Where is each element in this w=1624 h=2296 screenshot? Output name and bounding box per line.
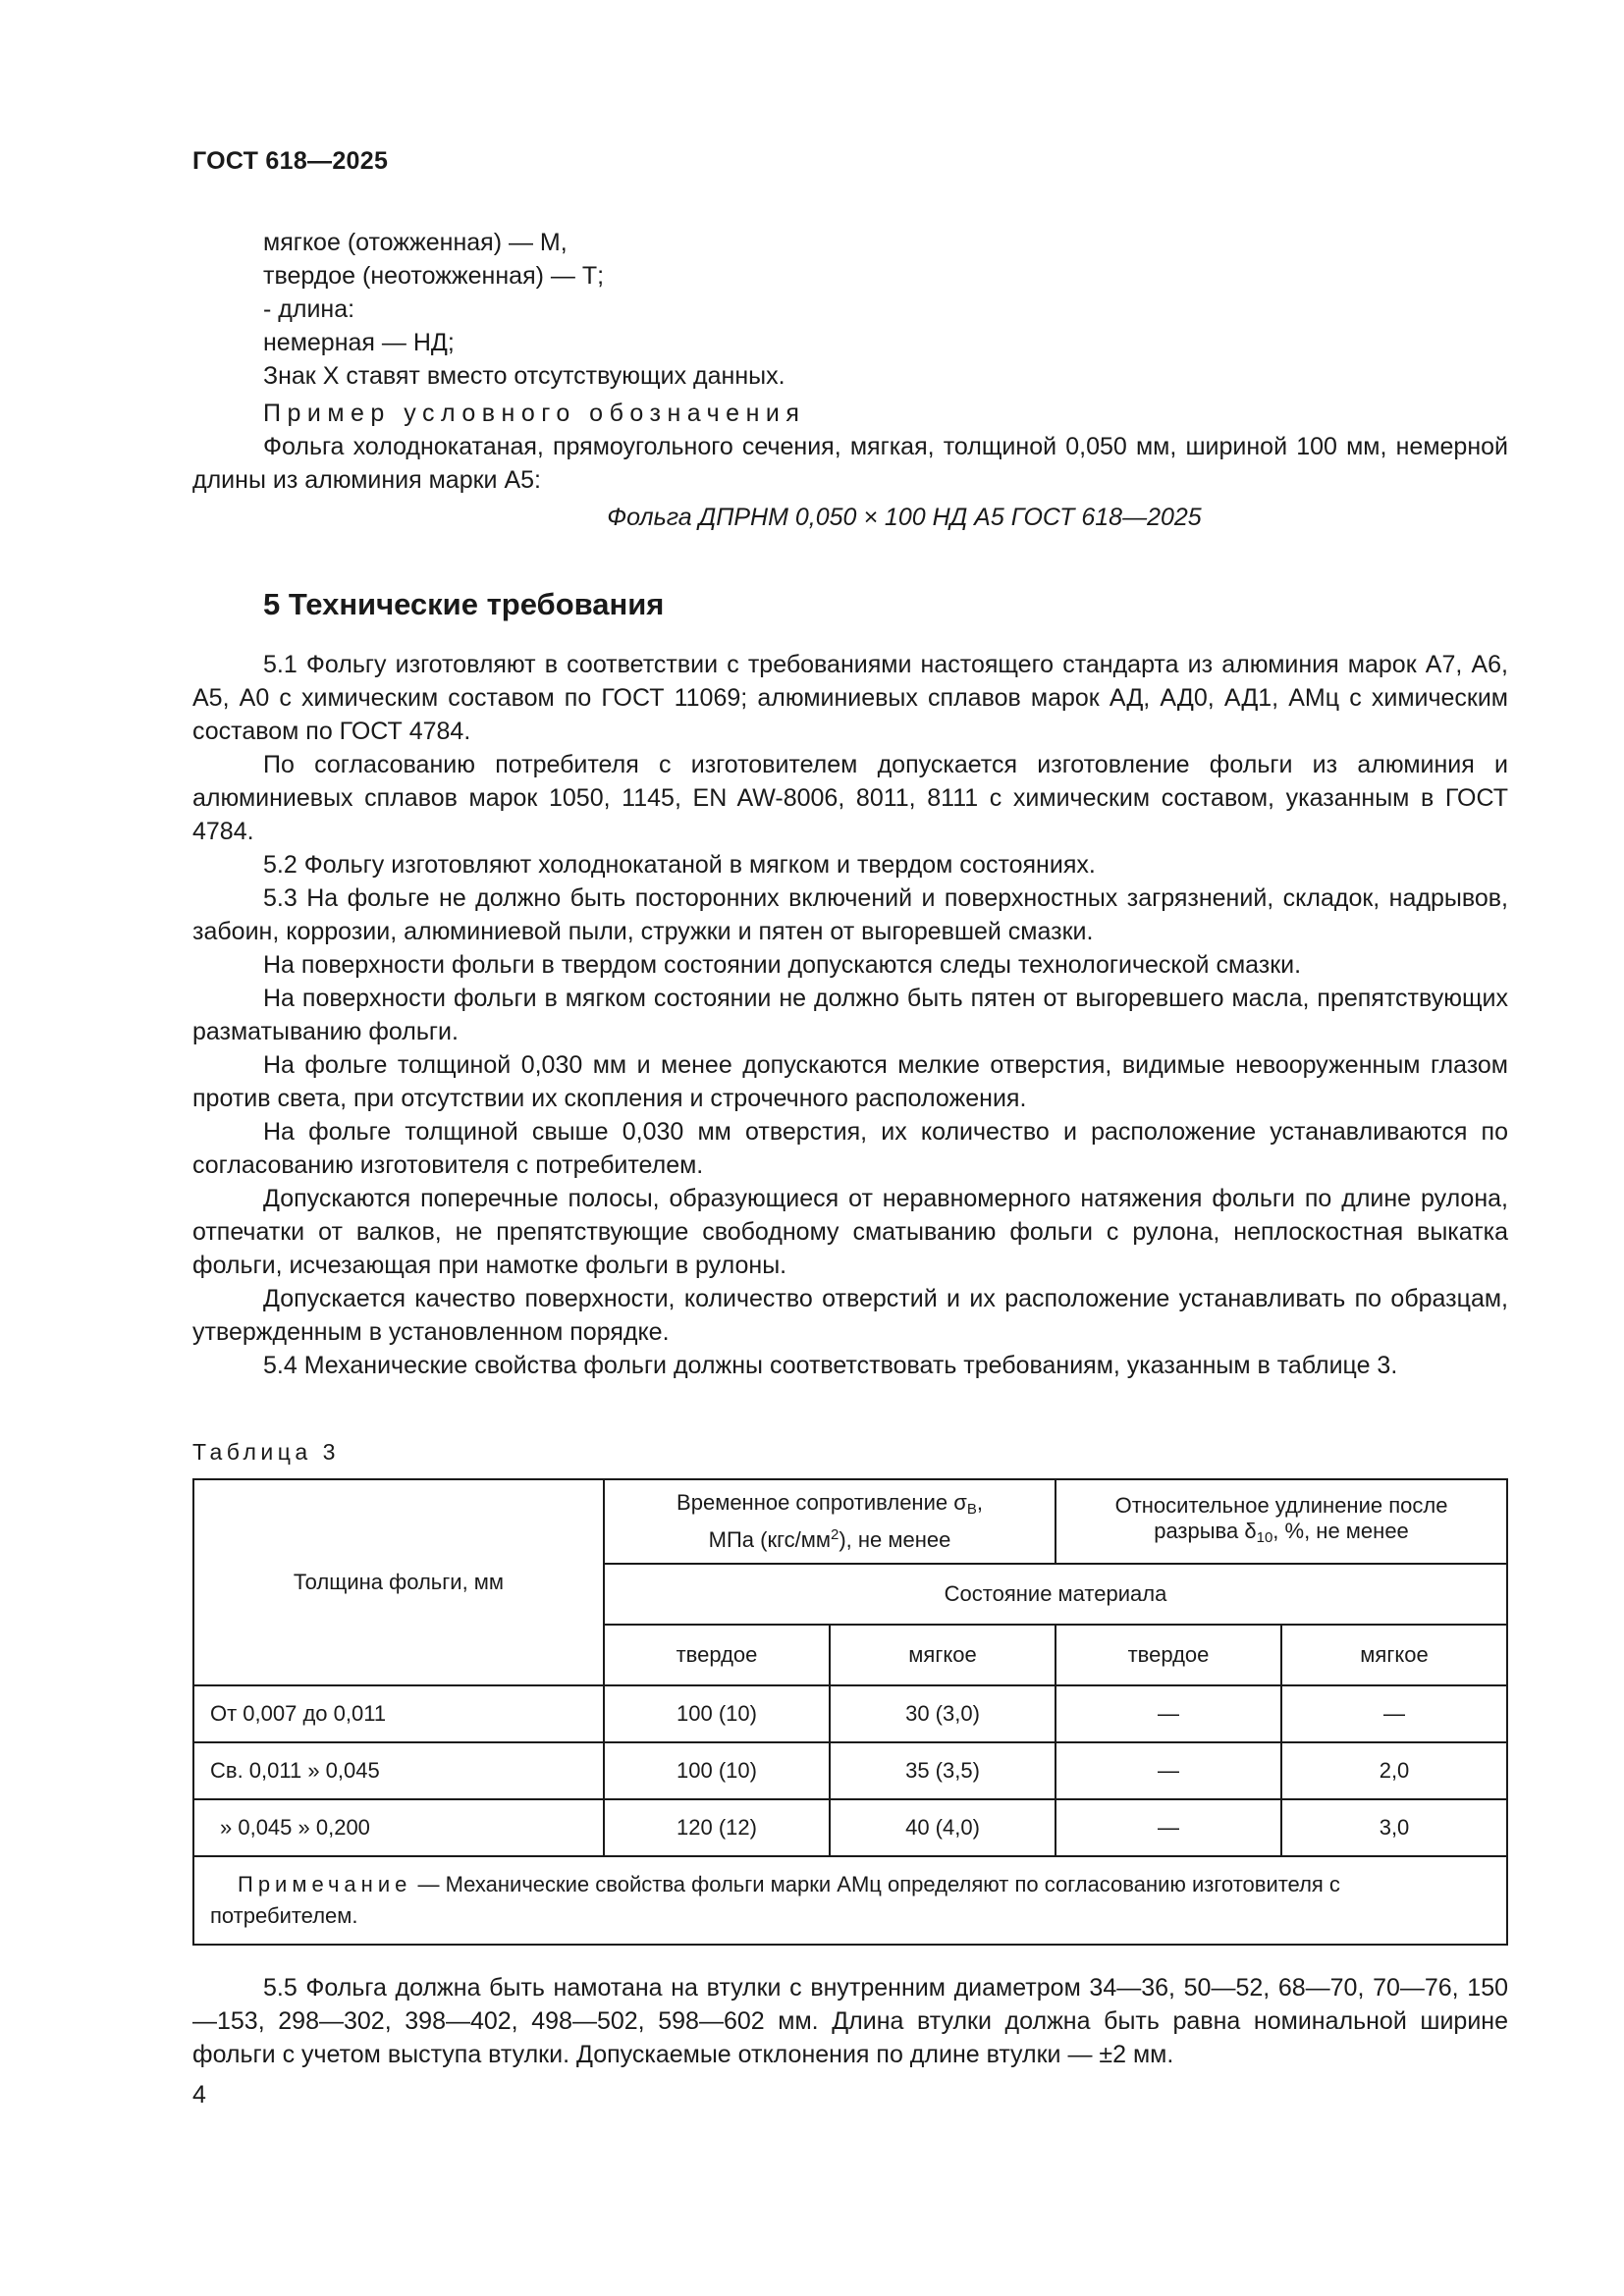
header-strength: Временное сопротивление $\sigma_В$, МПа $(кгс/мм^2)$, не менее	[604, 1479, 1056, 1564]
header-strength-hard: твердое	[604, 1625, 830, 1685]
table-header-row	[193, 1479, 1507, 1564]
paragraph-transverse-stripes: Допускаются поперечные полосы, образующиеся от неравномерного натяжения фольги по длине рулона, отпечатки от валков, не препятствующие свободному сматыванию фольги с рулона, неплоскостная выкатка фольги, исчезающая при намотке фольги в рулоны.	[192, 1185, 1508, 1279]
cell-elong-hard: —	[1056, 1742, 1281, 1799]
section-body	[192, 648, 1508, 1382]
cell-elong-hard: —	[1056, 1685, 1281, 1742]
mechanical-properties-table	[192, 1478, 1508, 1946]
cell-thickness: Св. 0,011 » 0,045	[193, 1742, 604, 1799]
cell-strength-hard: 120 (12)	[604, 1799, 830, 1856]
header-elong-soft: мягкое	[1281, 1625, 1507, 1685]
cell-strength-hard: 100 (10)	[604, 1742, 830, 1799]
example-designation: Фольга ДПРНМ 0,050 × 100 НД А5 ГОСТ 618—2025	[607, 504, 1202, 531]
table-row	[193, 1742, 1507, 1799]
cell-elong-soft: 2,0	[1281, 1742, 1507, 1799]
designation-legend-block	[192, 226, 1508, 534]
cell-thickness: От 0,007 до 0,011	[193, 1685, 604, 1742]
legend-line-x-mark: Знак Х ставят вместо отсутствующих данных.	[263, 362, 785, 390]
cell-strength-soft: 30 (3,0)	[830, 1685, 1056, 1742]
header-material-state: Состояние материала	[604, 1564, 1507, 1625]
cell-elong-soft: 3,0	[1281, 1799, 1507, 1856]
cell-strength-hard: 100 (10)	[604, 1685, 830, 1742]
table-row	[193, 1799, 1507, 1856]
example-text: Фольга холоднокатаная, прямоугольного сечения, мягкая, толщиной 0,050 мм, шириной 100 мм, немерной длины из алюминия марки А5:	[192, 433, 1508, 494]
paragraph-small-holes: На фольге толщиной 0,030 мм и менее допускаются мелкие отверстия, видимые невооруженным глазом против света, при отсутствии их скопления и строчечного расположения.	[192, 1051, 1508, 1112]
paragraph-5-3: 5.3 На фольге не должно быть посторонних включений и поверхностных загрязнений, складок, надрывов, забоин, коррозии, алюминиевой пыли, стружки и пятен от выгоревшей смазки.	[192, 884, 1508, 945]
table-row	[193, 1685, 1507, 1742]
header-elong-hard: твердое	[1056, 1625, 1281, 1685]
page-number: 4	[192, 2081, 206, 2109]
paragraph-5-5: 5.5 Фольга должна быть намотана на втулки с внутренним диаметром 34—36, 50—52, 68—70, 70—76, 150—153, 298—302, 398—402, 498—502, 598—602 мм. Длина втулки должна быть равна номинальной ширине фольги с учетом выступа втулки. Допускаемые отклонения по длине втулки — ±2 мм.	[192, 1974, 1508, 2068]
bottom-block	[192, 1971, 1508, 2071]
legend-line-length: - длина:	[263, 295, 355, 323]
paragraph-agreement-alloys: По согласованию потребителя с изготовителем допускается изготовление фольги из алюминия и алюминиевых сплавов марок 1050, 1145, EN AW-8006, 8011, 8111 с химическим составом, указанным в ГОСТ 4784.	[192, 751, 1508, 845]
cell-strength-soft: 35 (3,5)	[830, 1742, 1056, 1799]
cell-elong-hard: —	[1056, 1799, 1281, 1856]
legend-line-soft: мягкое (отожженная) — М,	[263, 229, 568, 256]
cell-strength-soft: 40 (4,0)	[830, 1799, 1056, 1856]
paragraph-surface-samples: Допускается качество поверхности, количество отверстий и их расположение устанавливать по образцам, утвержденным в установленном порядке.	[192, 1285, 1508, 1346]
paragraph-5-2: 5.2 Фольгу изготовляют холоднокатаной в мягком и твердом состояниях.	[263, 851, 1096, 879]
document-header-title: ГОСТ 618—2025	[192, 147, 389, 175]
header-thickness: Толщина фольги, мм	[193, 1479, 604, 1685]
note-text: — Механические свойства фольги марки АМц определяют по согласованию изготовителя с потребителем.	[210, 1872, 1340, 1928]
paragraph-holes-agreement: На фольге толщиной свыше 0,030 мм отверстия, их количество и расположение устанавливаются по согласованию изготовителя с потребителем.	[192, 1118, 1508, 1179]
cell-elong-soft: —	[1281, 1685, 1507, 1742]
header-elongation: Относительное удлинение после разрыва $\delta_{10}$, %, не менее	[1056, 1479, 1507, 1564]
paragraph-soft-oil: На поверхности фольги в мягком состоянии не должно быть пятен от выгоревшего масла, препятствующих разматыванию фольги.	[192, 985, 1508, 1045]
table-note	[193, 1856, 1507, 1945]
table-note-row	[193, 1856, 1507, 1945]
legend-line-hard: твердое (неотожженная) — Т;	[263, 262, 605, 290]
section-title: 5 Технические требования	[263, 587, 665, 621]
paragraph-5-1: 5.1 Фольгу изготовляют в соответствии с требованиями настоящего стандарта из алюминия марок А7, А6, А5, А0 с химическим составом по ГОСТ 11069; алюминиевых сплавов марок АД, АД0, АД1, АМц с химическим составом по ГОСТ 4784.	[192, 651, 1508, 745]
example-heading: Пример условного обозначения	[263, 400, 806, 427]
paragraph-5-4: 5.4 Механические свойства фольги должны соответствовать требованиям, указанным в таблице 3.	[263, 1352, 1398, 1379]
table-caption: Таблица 3	[192, 1439, 340, 1465]
cell-thickness: » 0,045 » 0,200	[193, 1799, 604, 1856]
legend-line-nonmeasured: немерная — НД;	[263, 329, 455, 356]
note-label: Примечание	[238, 1872, 412, 1896]
paragraph-hard-lubricant: На поверхности фольги в твердом состоянии допускаются следы технологической смазки.	[263, 951, 1302, 979]
header-strength-soft: мягкое	[830, 1625, 1056, 1685]
